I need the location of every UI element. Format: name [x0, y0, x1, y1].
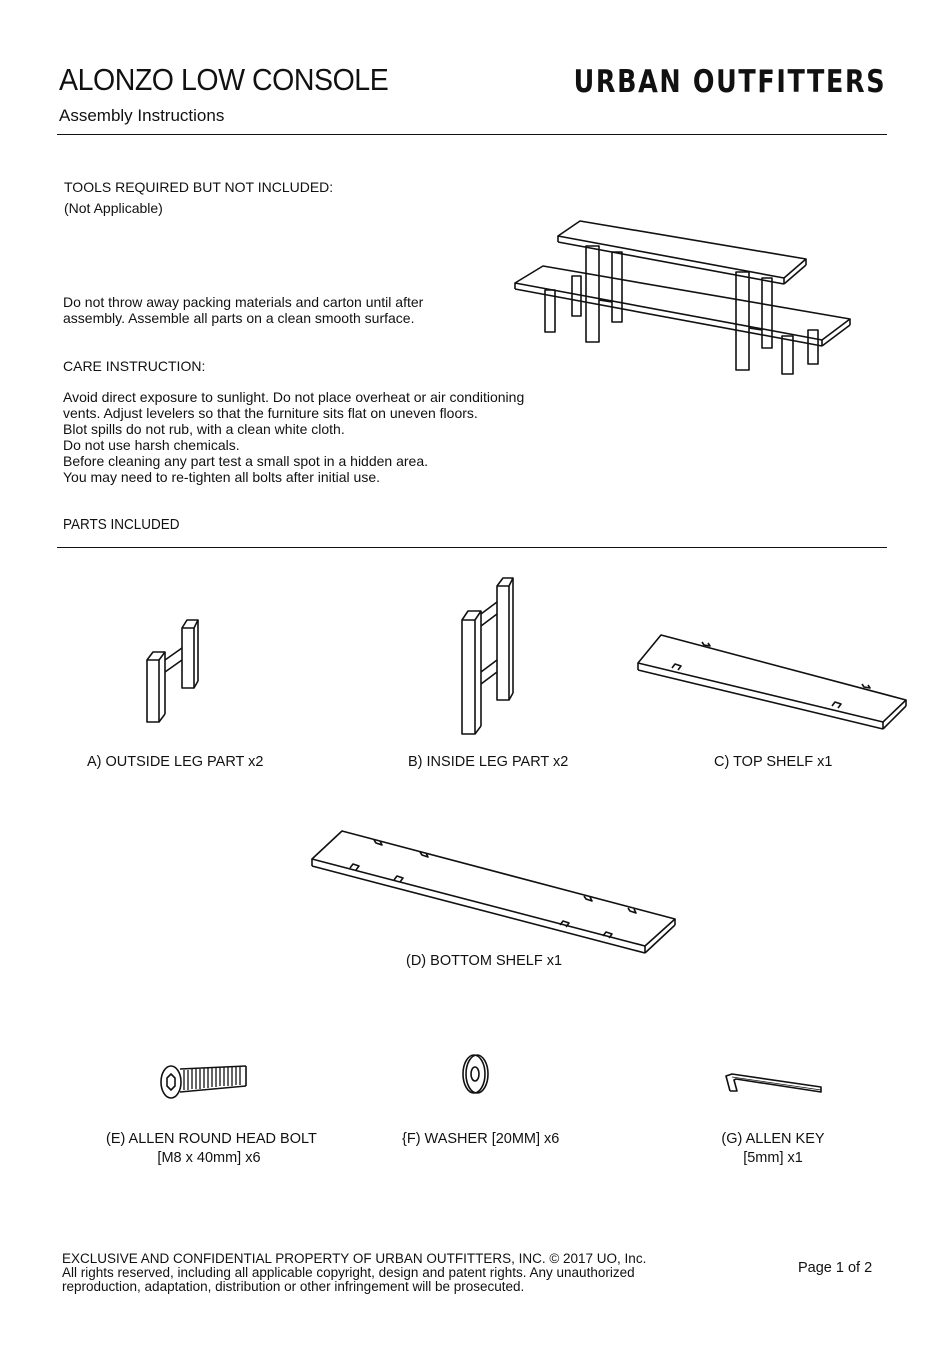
part-g-spec: [5mm] x1: [743, 1150, 803, 1166]
page-subtitle: Assembly Instructions: [59, 106, 225, 125]
brand-logo: URBAN OUTFITTERS: [573, 64, 886, 100]
page-number: Page 1 of 2: [798, 1260, 873, 1276]
footer-legal: [62, 1252, 646, 1294]
page-title: ALONZO LOW CONSOLE: [59, 62, 389, 97]
care-heading: CARE INSTRUCTION:: [63, 358, 206, 374]
care-line-2: vents. Adjust levelers so that the furniture sits flat on uneven floors.: [63, 405, 478, 421]
footer-line-3: reproduction, adaptation, distribution or other infringement will be prosecuted.: [62, 1279, 525, 1294]
packing-note-line-1: Do not throw away packing materials and carton until after: [63, 294, 424, 310]
part-a-label: A) OUTSIDE LEG PART x2: [87, 754, 264, 770]
part-b-label: B) INSIDE LEG PART x2: [408, 754, 569, 770]
part-e-spec: [M8 x 40mm] x6: [157, 1150, 261, 1166]
part-g-label: [712, 1130, 834, 1168]
packing-note-line-2: assembly. Assemble all parts on a clean smooth surface.: [63, 310, 415, 326]
care-line-1: Avoid direct exposure to sunlight. Do not place overheat or air conditioning: [63, 389, 525, 405]
footer-line-2: All rights reserved, including all applicable copyright, design and patent rights. Any unauthorized: [62, 1265, 635, 1280]
part-e-name: (E) ALLEN ROUND HEAD BOLT: [106, 1131, 317, 1147]
part-c-label: C) TOP SHELF x1: [714, 754, 833, 770]
care-line-5: Before cleaning any part test a small spot in a hidden area.: [63, 453, 428, 469]
care-line-4: Do not use harsh chemicals.: [63, 437, 240, 453]
parts-heading: PARTS INCLUDED: [63, 516, 180, 533]
care-line-6: You may need to re-tighten all bolts after initial use.: [63, 469, 381, 485]
care-line-3: Blot spills do not rub, with a clean white cloth.: [63, 421, 345, 437]
part-g-name: (G) ALLEN KEY: [721, 1131, 825, 1147]
footer-line-1: EXCLUSIVE AND CONFIDENTIAL PROPERTY OF URBAN OUTFITTERS, INC. © 2017 UO, Inc.: [62, 1251, 647, 1266]
tools-heading: TOOLS REQUIRED BUT NOT INCLUDED:: [64, 179, 334, 195]
tools-value: (Not Applicable): [64, 200, 163, 216]
part-f-label: {F) WASHER [20MM] x6: [402, 1131, 560, 1147]
part-d-label: (D) BOTTOM SHELF x1: [406, 953, 563, 969]
